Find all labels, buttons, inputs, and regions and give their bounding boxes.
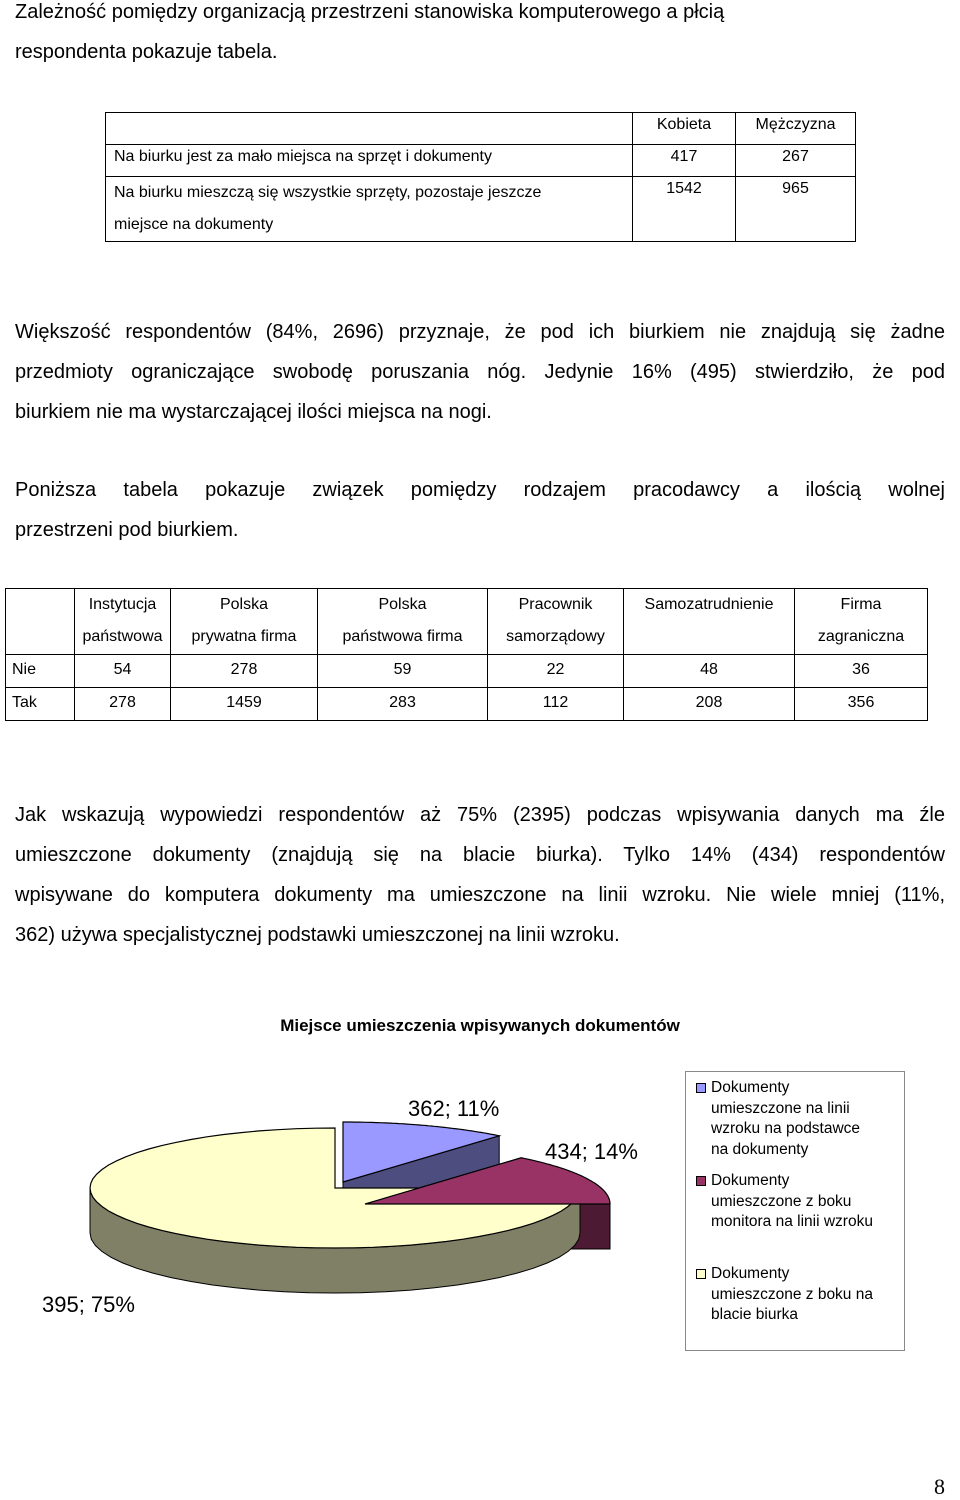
table-row [106, 177, 856, 242]
table-cell: 208 [624, 688, 795, 721]
chart-title: Miejsce umieszczenia wpisywanych dokumentów [280, 1016, 680, 1035]
legend-label [711, 1264, 901, 1326]
intro-line-2: respondenta pokazuje tabela. [15, 41, 278, 63]
table-cell: 278 [171, 655, 318, 688]
paragraph-line: przedmioty ograniczające swobodę poruszania nóg. Jedynie 16% (495) stwierdziło, że pod [15, 361, 945, 383]
legend-label-line: wzroku na podstawce [711, 1120, 861, 1137]
table-header-line: Polska [378, 596, 427, 613]
legend-label-line: monitora na linii wzroku [711, 1213, 873, 1230]
table-header-cell [75, 589, 171, 655]
table-cell: 48 [624, 655, 795, 688]
table-header-line: Pracownik [518, 596, 593, 613]
table-header-cell [318, 589, 488, 655]
table-cell: 965 [736, 177, 856, 242]
page-number: 8 [934, 1474, 945, 1499]
legend-label [711, 1078, 901, 1160]
table-header-line: prywatna firma [191, 628, 297, 645]
legend-swatch [696, 1176, 706, 1186]
table-row [6, 688, 928, 721]
legend-label-line: blacie biurka [711, 1306, 799, 1323]
table-header-cell [6, 589, 75, 655]
table-header-cell [171, 589, 318, 655]
paragraph-line: Większość respondentów (84%, 2696) przyznaje, że pod ich biurkiem nie znajdują się żadne [15, 321, 945, 343]
pie-label-slice-2: 434; 14% [545, 1139, 638, 1164]
chart-legend [685, 1071, 905, 1351]
pie-label-slice-3: 395; 75% [42, 1292, 135, 1317]
table-row-label: Nie [6, 655, 75, 688]
table-header-line: Polska [219, 596, 269, 613]
paragraph-line: Poniższa tabela pokazuje związek pomiędzy rodzajem pracodawcy a ilością wolnej [15, 479, 945, 501]
table-cell-line: Na biurku mieszczą się wszystkie sprzęty, pozostaje jeszcze [114, 184, 542, 201]
legend-label-line: Dokumenty [711, 1265, 790, 1282]
table-header-cell [106, 113, 633, 145]
table-cell: 22 [488, 655, 624, 688]
paragraph-legroom [15, 312, 945, 432]
table-header-line: Instytucja [88, 596, 157, 613]
paragraph-employer-intro [15, 470, 945, 550]
table-cell-line: miejsce na dokumenty [114, 216, 274, 233]
paragraph-line: umieszczone dokumenty (znajdują się na blacie biurka). Tylko 14% (434) respondentów [15, 844, 945, 866]
table-header-line: państwowa [82, 628, 163, 645]
legend-swatch [696, 1269, 706, 1279]
table-row [106, 145, 856, 177]
table-cell: 278 [75, 688, 171, 721]
legend-label-line: Dokumenty [711, 1172, 790, 1189]
pie-label-slice-1: 362; 11% [408, 1096, 500, 1121]
table-header-line: samorządowy [506, 628, 605, 645]
paragraph-line: wpisywane do komputera dokumenty ma umieszczone na linii wzroku. Nie wiele mniej (11%, [15, 884, 945, 906]
table-cell: 112 [488, 688, 624, 721]
table-header-line: Samozatrudnienie [644, 596, 774, 613]
table-cell: 59 [318, 655, 488, 688]
table-cell: Na biurku jest za mało miejsca na sprzęt i dokumenty [106, 145, 633, 177]
legend-swatch [696, 1083, 706, 1093]
table-row-label: Tak [6, 688, 75, 721]
table-cell: 1542 [633, 177, 736, 242]
table-header-row [106, 113, 856, 145]
legend-label-line: umieszczone na linii [711, 1099, 850, 1117]
table-cell: 267 [736, 145, 856, 177]
table-cell: 54 [75, 655, 171, 688]
legend-label [711, 1171, 901, 1233]
gender-table [105, 112, 856, 242]
intro-paragraph [15, 0, 945, 72]
table-row [6, 655, 928, 688]
table-header-cell: Mężczyzna [736, 113, 856, 145]
legend-label-line: Dokumenty [711, 1079, 790, 1096]
table-header-row [6, 589, 928, 655]
legend-label-line: na dokumenty [711, 1140, 809, 1158]
paragraph-line: 362) używa specjalistycznej podstawki umieszczonej na linii wzroku. [15, 924, 620, 946]
table-header-line: państwowa firma [342, 628, 463, 645]
legend-label-line: umieszczone z boku [711, 1192, 852, 1210]
employer-table [5, 588, 928, 721]
table-header-line: zagraniczna [817, 628, 905, 645]
table-cell: 283 [318, 688, 488, 721]
table-header-line: Firma [840, 596, 882, 613]
table-header-cell: Kobieta [633, 113, 736, 145]
table-cell: 36 [795, 655, 928, 688]
intro-line-1: Zależność pomiędzy organizacją przestrzeni stanowiska komputerowego a płcią [15, 1, 725, 23]
table-cell: 1459 [171, 688, 318, 721]
paragraph-line: biurkiem nie ma wystarczającej ilości miejsca na nogi. [15, 401, 492, 423]
paragraph-line: przestrzeni pod biurkiem. [15, 519, 239, 541]
table-header-cell [488, 589, 624, 655]
table-cell: 417 [633, 145, 736, 177]
table-cell: 356 [795, 688, 928, 721]
table-header-cell [624, 589, 795, 655]
paragraph-documents [15, 795, 945, 955]
paragraph-line: Jak wskazują wypowiedzi respondentów aż 75% (2395) podczas wpisywania danych ma źle [15, 804, 945, 826]
table-header-cell [795, 589, 928, 655]
legend-label-line: umieszczone z boku na [711, 1285, 873, 1303]
table-cell [106, 177, 633, 242]
